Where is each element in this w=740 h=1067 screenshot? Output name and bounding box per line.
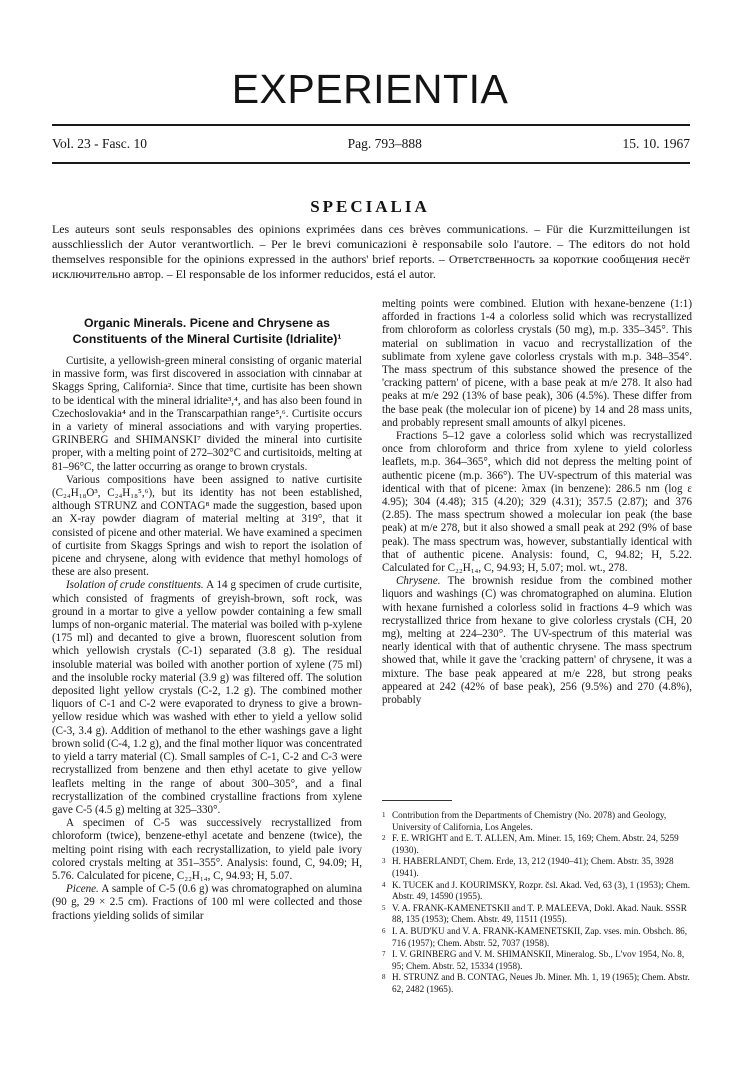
paragraph-chrysene-text: The brownish residue from the combined mother liquors and washings (C) was chromatographed on alumina. Elution with hexane furnished a colorless solid in fractions 4–9 which was recrystallized thrice from hexane to give colorless crystals (CH, 20 mg), melting at 224–230°. The UV-spectrum of this material was nearly identical with that of authentic chrysene. The mass spectrum showed that, while it gave the 'cracking pattern' of chrysene, it was a mixture. The base peak appeared at m/e 228, but strong peaks appeared at 242 (42% of base peak), 256 (9.5%) and 270 (4.8%), probably: [382, 575, 692, 707]
paragraph-isolation-text: A 14 g specimen of crude curtisite, which consisted of fragments of greyish-brown, soft rock, was ground in a mortar to give a yellow powder containing a few small lumps of non-organic material. The material was boiled with p-xylene (175 ml) and decanted to give a brown, fluorescent solution from which yellowish crystals (C-1) separated (3.8 g). The residual insoluble material was boiled with another portion of xylene (75 ml) and the insoluble rocky material (3.9 g) was filtered off. The solution deposited light yellow crystals (C-2, 1.2 g). The combined mother liquors of C-1 and C-2 were evaporated to dryness to give a brown-yellow residue which was washed with ether to yield a yellow solid (C-3, 3.4 g). Addition of methanol to the ether washings gave a light brown solid (C-4, 1.2 g), and the final mother liquor was concentrated to yield a tarry material (C). Small samples of C-1, C-2 and C-3 were recrystallized from benzene and then ethyl acetate to give yellow leaflets melting in the range of about 300–305°, and a final recrystallization of the combined crystalline fractions from xylene gave C-5 (4.5 g) melting at 325–330°.: [52, 579, 362, 816]
footnote-number: 4: [382, 880, 386, 889]
section-title: SPECIALIA: [310, 197, 430, 216]
footnote-text: I. V. GRINBERG and V. M. SHIMANSKII, Mineralog. Sb., L'vov 1954, No. 8, 95; Chem. Abstr. 52, 15334 (1958).: [392, 949, 685, 971]
footnote: [382, 880, 692, 903]
footnote-number: 7: [382, 950, 386, 959]
editorial-disclaimer: Les auteurs sont seuls responsables des opinions exprimées dans ces brèves communications. – Für die Kurzmitteilungen ist ausschliesslich der Autor verantwortlich. – Per le brevi comunicazioni è responsabile solo l'autore. – The editors do not hold themselves responsible for the opinions expressed in the authors' brief reports. – Ответственность за короткие сообщения несёт исключительно автор. – El responsable de los informer reducidos, está el autor.: [52, 222, 690, 281]
footnote: [382, 926, 692, 949]
footnote-text: I. A. BUD'KU and V. A. FRANK-KAMENETSKII, Zap. vses. min. Obshch. 86, 716 (1957); Chem. Abstr. 52, 7037 (1958).: [392, 925, 688, 948]
lead-in-isolation: Isolation of crude constituents.: [66, 579, 204, 592]
paragraph-picene: [52, 883, 362, 923]
footnote: [382, 810, 692, 833]
paragraph-isolation: [52, 579, 362, 817]
paragraph-recrystallization: A specimen of C-5 was successively recrystallized from chloroform (twice), benzene-ethyl acetate and benzene (twice), the melting point rising with each recrystallization, to yield pale ivory colored crystals melting at 351–355°. Analysis: found, C, 94.09; H, 5.76. Calculated for picene, C₂₂H₁₄, C, 94.93; H, 5.07.: [52, 817, 362, 882]
footnote-number: 6: [382, 926, 386, 935]
footnote: [382, 856, 692, 879]
right-column: [382, 298, 692, 707]
footnote-number: 3: [382, 857, 386, 866]
paragraph-picene-text: A sample of C-5 (0.6 g) was chromatographed on alumina (90 g, 29 × 2.5 cm). Fractions of 100 ml were collected and those fractions yielding solids of similar: [52, 883, 362, 922]
paragraph-intro: Curtisite, a yellowish-green mineral consisting of organic material in massive form, was first discovered in association with cinnabar at Skaggs Spring, California². Since that time, curtisite has been shown to be identical with the mineral idrialite³,⁴, and has also been found in Czechoslovakia⁴ and in the Transcarpathian range⁵,⁶. Curtisite occurs in a variety of mineral associations and with varying properties. GRINBERG and SHIMANSKI⁷ divided the mineral into curtisite proper, with a melting point of 272–302°C and curtisitoids, melting at 81–96°C, the latter occurring as orange to brown crystals.: [52, 355, 362, 473]
footnote-number: 5: [382, 903, 386, 912]
journal-title: EXPERIENTIA: [231, 66, 509, 112]
footnote: [382, 833, 692, 856]
lead-in-picene: Picene.: [66, 883, 99, 896]
lead-in-chrysene: Chrysene.: [396, 575, 441, 588]
article-title: Organic Minerals. Picene and Chrysene as Constituents of the Mineral Curtisite (Idrialite)¹: [72, 316, 342, 346]
footnote: [382, 903, 692, 926]
left-column: [52, 298, 362, 923]
paragraph-compositions: Various compositions have been assigned to native curtisite (C₂₄H₁₈O³, C₂₄H₁₈⁵,⁶), but its identity has not been established, although STRUNZ and CONTAG⁸ made the suggestion, based upon an X-ray powder diagram of material melting at 319°, that it consisted of picene and other material. We have examined a specimen of curtisite from Skaggs Springs and wish to report the isolation of picene and chrysene, along with evidence that methyl homologs of these are also present.: [52, 473, 362, 579]
footnote-number: 8: [382, 973, 386, 982]
footnote-text: Contribution from the Departments of Chemistry (No. 2078) and Geology, University of California, Los Angeles.: [392, 810, 667, 832]
footnote-text: H. STRUNZ and B. CONTAG, Neues Jb. Miner. Mh. 1, 19 (1965); Chem. Abstr. 62, 2482 (1965).: [392, 972, 690, 994]
footnotes: [382, 810, 692, 996]
issue-date: 15. 10. 1967: [622, 136, 690, 151]
paragraph-fractions: Fractions 5–12 gave a colorless solid which was recrystallized once from chloroform and thrice from xylene to yield colorless leaflets, m.p. 364–365°, which did not depress the melting point of authentic picene (m.p. 366°). The UV-spectrum of this material was identical with that of picene: λmax (in benzene): 286.5 nm (log ε 4.95); 304 (4.48); 315 (4.20); 329 (4.31); 357.5 (2.87); and 376 (2.85). The mass spectrum showed a molecular ion peak (the base peak) at m/e 278, but it also showed a small peak at 292 (9% of base peak). The mass spectrum was, however, substantially identical with that of authentic picene. Analysis: found, C, 94.82; H, 5.22. Calculated for C₂₂H₁₄, C, 94.93; H, 5.07; mol. wt., 278.: [382, 430, 692, 575]
footnote-text: F. E. WRIGHT and E. T. ALLEN, Am. Miner. 15, 169; Chem. Abstr. 24, 5259 (1930).: [392, 833, 679, 855]
footnote-text: H. HABERLANDT, Chem. Erde, 13, 212 (1940–41); Chem. Abstr. 35, 3928 (1941).: [392, 856, 674, 878]
footnote-number: 1: [382, 811, 386, 819]
paragraph-chrysene: [382, 575, 692, 707]
footnote-text: V. A. FRANK-KAMENETSKII and T. P. MALEEVA, Dokl. Akad. Nauk. SSSR 88, 135 (1953); Chem. Abstr. 49, 11511 (1955).: [392, 902, 687, 925]
volume-label: Vol. 23 - Fasc. 10: [52, 136, 148, 151]
paragraph-continued: melting points were combined. Elution with hexane-benzene (1:1) afforded in fractions 1-4 a colorless solid which was recrystallized from chloroform as colorless crystals (50 mg), m.p. 335–345°. This material on sublimation in vacuo and recrystallization of the sublimate from xylene gave colorless crystals with m.p. 348–354°. The mass spectrum of this substance showed the presence of the 'cracking pattern' of picene, with a base peak at m/e 278. It also had peaks at m/e 292 (13% of base peak), 306 (4.5%). These differ from the base peak (the molecular ion of picene) by 14 and 28 mass units, and probably represent small amounts of alkyl picenes.: [382, 298, 692, 429]
footnote-number: 2: [382, 834, 386, 843]
footnote-divider: [382, 800, 452, 801]
footnote-text: K. TUCEK and J. KOURIMSKY, Rozpr. čsl. Akad. Ved, 63 (3), 1 (1953); Chem. Abstr. 49, 14590 (1955).: [392, 879, 691, 902]
footnote: [382, 949, 692, 972]
issue-info-bar: [52, 124, 690, 164]
page-range: Pag. 793–888: [347, 136, 422, 151]
footnote: [382, 972, 692, 995]
